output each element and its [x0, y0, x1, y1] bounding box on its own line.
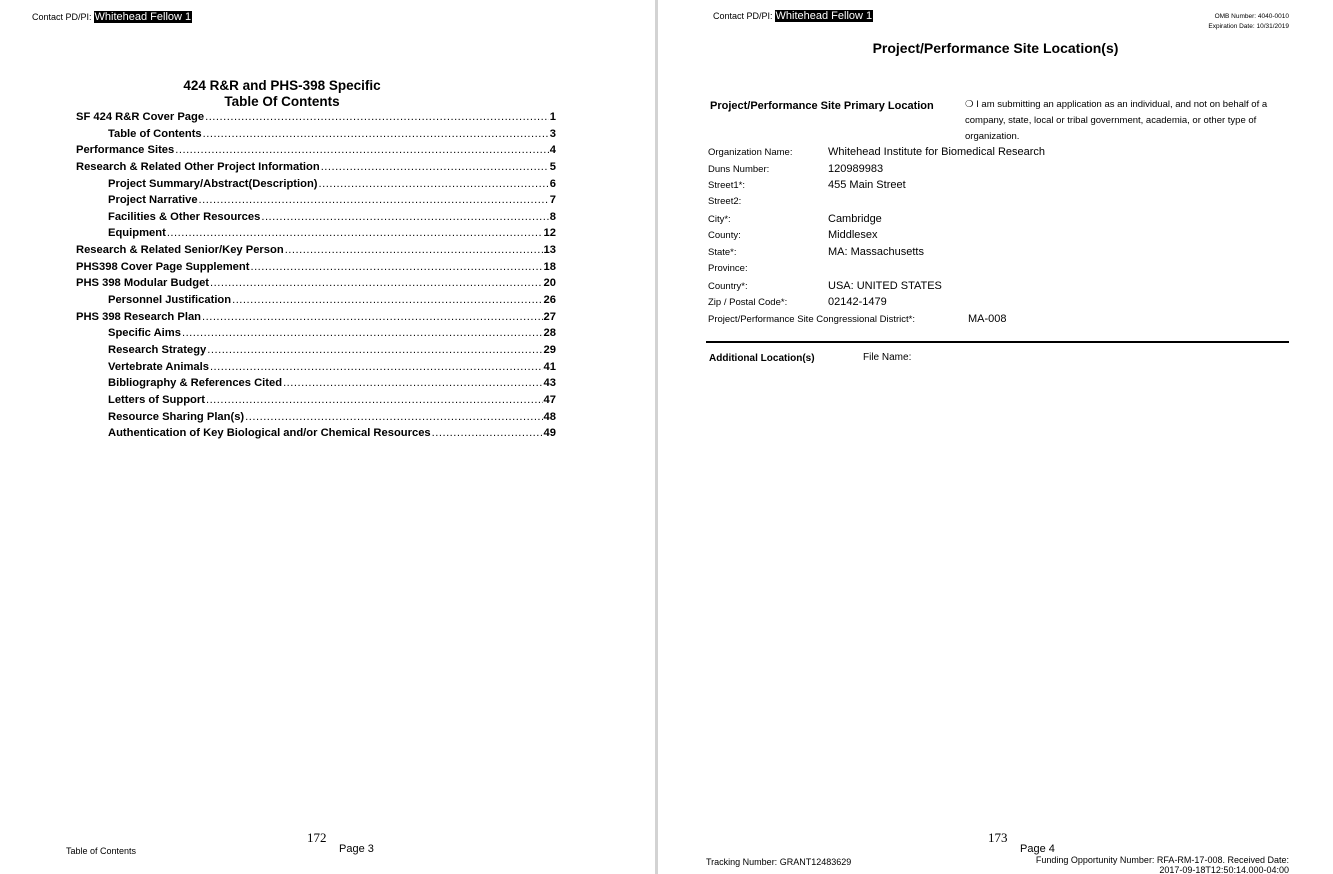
toc-entry-page: 41: [543, 360, 556, 373]
toc-entry-label: Letters of Support: [108, 393, 205, 406]
toc-entry-label: Resource Sharing Plan(s): [108, 410, 245, 423]
toc-entry: [76, 394, 556, 411]
field-value: Cambridge: [828, 212, 882, 225]
omb-number: OMB Number: 4040-0010: [1214, 13, 1289, 20]
toc-leader-dots: [245, 411, 542, 423]
toc-entry: [76, 194, 556, 211]
toc-entry-page: 4: [549, 144, 556, 157]
toc-entry-page: 29: [543, 343, 556, 356]
toc-entry-page: 28: [543, 327, 556, 340]
field-value: MA: Massachusetts: [828, 246, 924, 259]
section-divider: [706, 341, 1289, 343]
toc-leader-dots: [207, 344, 542, 356]
toc-leader-dots: [261, 211, 548, 223]
toc-entry: [76, 427, 556, 444]
toc-leader-dots: [321, 161, 549, 173]
toc-entry-page: 47: [543, 393, 556, 406]
field-label: Organization Name:: [708, 147, 793, 158]
page-3: [0, 0, 655, 874]
toc-leader-dots: [182, 327, 543, 339]
expiration-date: Expiration Date: 10/31/2019: [1208, 23, 1289, 30]
toc-entry: [76, 227, 556, 244]
toc-entry-page: 13: [543, 244, 556, 257]
contact-name: Whitehead Fellow 1: [94, 11, 192, 23]
toc-entry-page: 1: [549, 111, 556, 123]
toc-entry-page: 18: [543, 260, 556, 273]
toc-entry-page: 26: [543, 294, 556, 307]
toc-entry: [76, 344, 556, 361]
toc-entry: [76, 111, 556, 128]
sequence-number: 172: [307, 830, 327, 845]
toc-entry-page: 20: [543, 277, 556, 290]
field-value: Whitehead Institute for Biomedical Research: [828, 146, 1046, 158]
toc-entry-page: 3: [549, 127, 556, 140]
toc-entry: [76, 261, 556, 278]
toc-leader-dots: [210, 277, 543, 289]
toc-entry: [76, 128, 556, 145]
page-label: Page 3: [339, 843, 374, 855]
field-row: [708, 296, 1288, 313]
toc-entry-label: Table of Contents: [108, 127, 202, 140]
file-name-label: File Name:: [863, 352, 912, 363]
field-value: USA: UNITED STATES: [828, 279, 942, 292]
tracking-number: Tracking Number: GRANT12483629: [706, 857, 852, 867]
toc-leader-dots: [199, 194, 549, 206]
toc-entry: [76, 411, 556, 428]
field-value: 120989983: [828, 162, 884, 175]
field-row: [708, 179, 1288, 196]
footer-section-label: Table of Contents: [66, 846, 137, 856]
toc-entry-label: Bibliography & References Cited: [108, 377, 283, 390]
toc-entry-label: Research & Related Other Project Information: [76, 160, 320, 173]
contact-label: Contact PD/PI:: [713, 11, 773, 21]
toc-entry-label: PHS 398 Research Plan: [76, 310, 201, 323]
field-row: [708, 263, 1288, 280]
field-label: Street1*:: [708, 180, 745, 192]
toc-entry-label: Research & Related Senior/Key Person: [76, 244, 284, 257]
field-row: [708, 213, 1288, 230]
additional-locations-label: Additional Location(s): [709, 353, 815, 364]
toc-entry-label: Project Narrative: [108, 194, 198, 207]
toc-entry-page: 7: [549, 194, 556, 207]
location-fields: [708, 146, 1288, 313]
field-label: Country*:: [708, 280, 748, 292]
toc-entry: [76, 327, 556, 344]
contact-pi-header: [713, 10, 873, 22]
toc-leader-dots: [175, 144, 549, 156]
toc-entry-label: Research Strategy: [108, 343, 207, 356]
toc-entry: [76, 244, 556, 261]
toc-title-line1: 424 R&R and PHS-398 Specific: [183, 78, 381, 93]
page-4: [658, 0, 1333, 874]
toc-leader-dots: [206, 394, 543, 406]
toc-leader-dots: [203, 128, 549, 140]
field-label: Zip / Postal Code*:: [708, 297, 788, 309]
toc-entry-label: Facilities & Other Resources: [108, 210, 261, 223]
toc-entry-label: Equipment: [108, 227, 166, 240]
contact-label: Contact PD/PI:: [32, 12, 92, 22]
field-value: 02142-1479: [828, 296, 887, 309]
toc-leader-dots: [250, 261, 542, 273]
funding-line1: Funding Opportunity Number: RFA-RM-17-008. Received Date:: [1035, 855, 1289, 865]
toc-entry-label: PHS398 Cover Page Supplement: [76, 260, 250, 273]
toc-entry-label: Performance Sites: [76, 144, 175, 157]
district-value: MA-008: [968, 313, 1007, 325]
toc-leader-dots: [210, 361, 543, 373]
field-row: [708, 246, 1288, 263]
field-label: City*:: [708, 213, 731, 225]
toc-entry-page: 5: [549, 160, 556, 173]
toc-entry-page: 43: [543, 377, 556, 390]
field-label: Province:: [708, 262, 748, 274]
primary-location-label: Project/Performance Site Primary Location: [710, 100, 934, 112]
field-row: [708, 163, 1288, 180]
funding-info: [1036, 855, 1289, 874]
toc-entry-page: 12: [543, 227, 556, 240]
toc-title-line2: Table Of Contents: [224, 94, 340, 109]
toc-entry: [76, 178, 556, 195]
toc-entry-label: Specific Aims: [108, 327, 181, 340]
field-row: [708, 146, 1288, 163]
contact-name: Whitehead Fellow 1: [775, 10, 873, 22]
field-label: Street2:: [708, 196, 742, 208]
field-label: County:: [708, 230, 741, 242]
toc-leader-dots: [202, 311, 543, 323]
toc-entry-page: 27: [543, 310, 556, 323]
toc-entry-label: Authentication of Key Biological and/or Chemical Resources: [108, 427, 431, 440]
toc-title: [76, 78, 488, 110]
toc-leader-dots: [432, 427, 543, 439]
toc-entry: [76, 294, 556, 311]
toc-entry-page: 6: [549, 177, 556, 190]
toc-leader-dots: [205, 111, 549, 123]
toc-entry-label: Project Summary/Abstract(Description): [108, 177, 318, 190]
toc-leader-dots: [232, 294, 542, 306]
field-value: 455 Main Street: [828, 179, 906, 192]
field-row: [708, 196, 1288, 213]
toc-entry: [76, 377, 556, 394]
omb-info: [1208, 12, 1289, 32]
toc-entry: [76, 161, 556, 178]
toc-entry-page: 48: [543, 410, 556, 423]
toc-entry: [76, 144, 556, 161]
field-label: State*:: [708, 247, 737, 259]
toc-entry-page: 49: [543, 427, 556, 440]
page-title: Project/Performance Site Location(s): [872, 40, 1119, 56]
contact-pi-header: [32, 11, 192, 23]
toc-entry: [76, 211, 556, 228]
toc-entry-label: Vertebrate Animals: [108, 360, 209, 373]
toc-leader-dots: [285, 244, 543, 256]
toc-leader-dots: [319, 178, 549, 190]
sequence-number: 173: [988, 830, 1008, 845]
toc-leader-dots: [167, 227, 543, 239]
page-label: Page 4: [1020, 843, 1055, 855]
toc-entry-label: SF 424 R&R Cover Page: [76, 111, 205, 123]
field-value: Middlesex: [828, 229, 878, 242]
table-of-contents: [76, 111, 556, 444]
toc-entry: [76, 277, 556, 294]
toc-entry-label: PHS 398 Modular Budget: [76, 277, 210, 290]
toc-leader-dots: [283, 377, 542, 389]
toc-entry-page: 8: [549, 210, 556, 223]
toc-entry: [76, 311, 556, 328]
field-row: [708, 280, 1288, 297]
individual-option: ❍ I am submitting an application as an individual, and not on behalf of a company, state, local or tribal government, academia, or other type of organization.: [965, 99, 1268, 142]
toc-entry-label: Personnel Justification: [108, 294, 232, 307]
funding-line2: 2017-09-18T12:50:14.000-04:00: [1159, 865, 1289, 874]
toc-entry: [76, 361, 556, 378]
field-label: Duns Number:: [708, 163, 770, 175]
district-label: Project/Performance Site Congressional District*:: [708, 314, 915, 325]
field-row: [708, 229, 1288, 246]
